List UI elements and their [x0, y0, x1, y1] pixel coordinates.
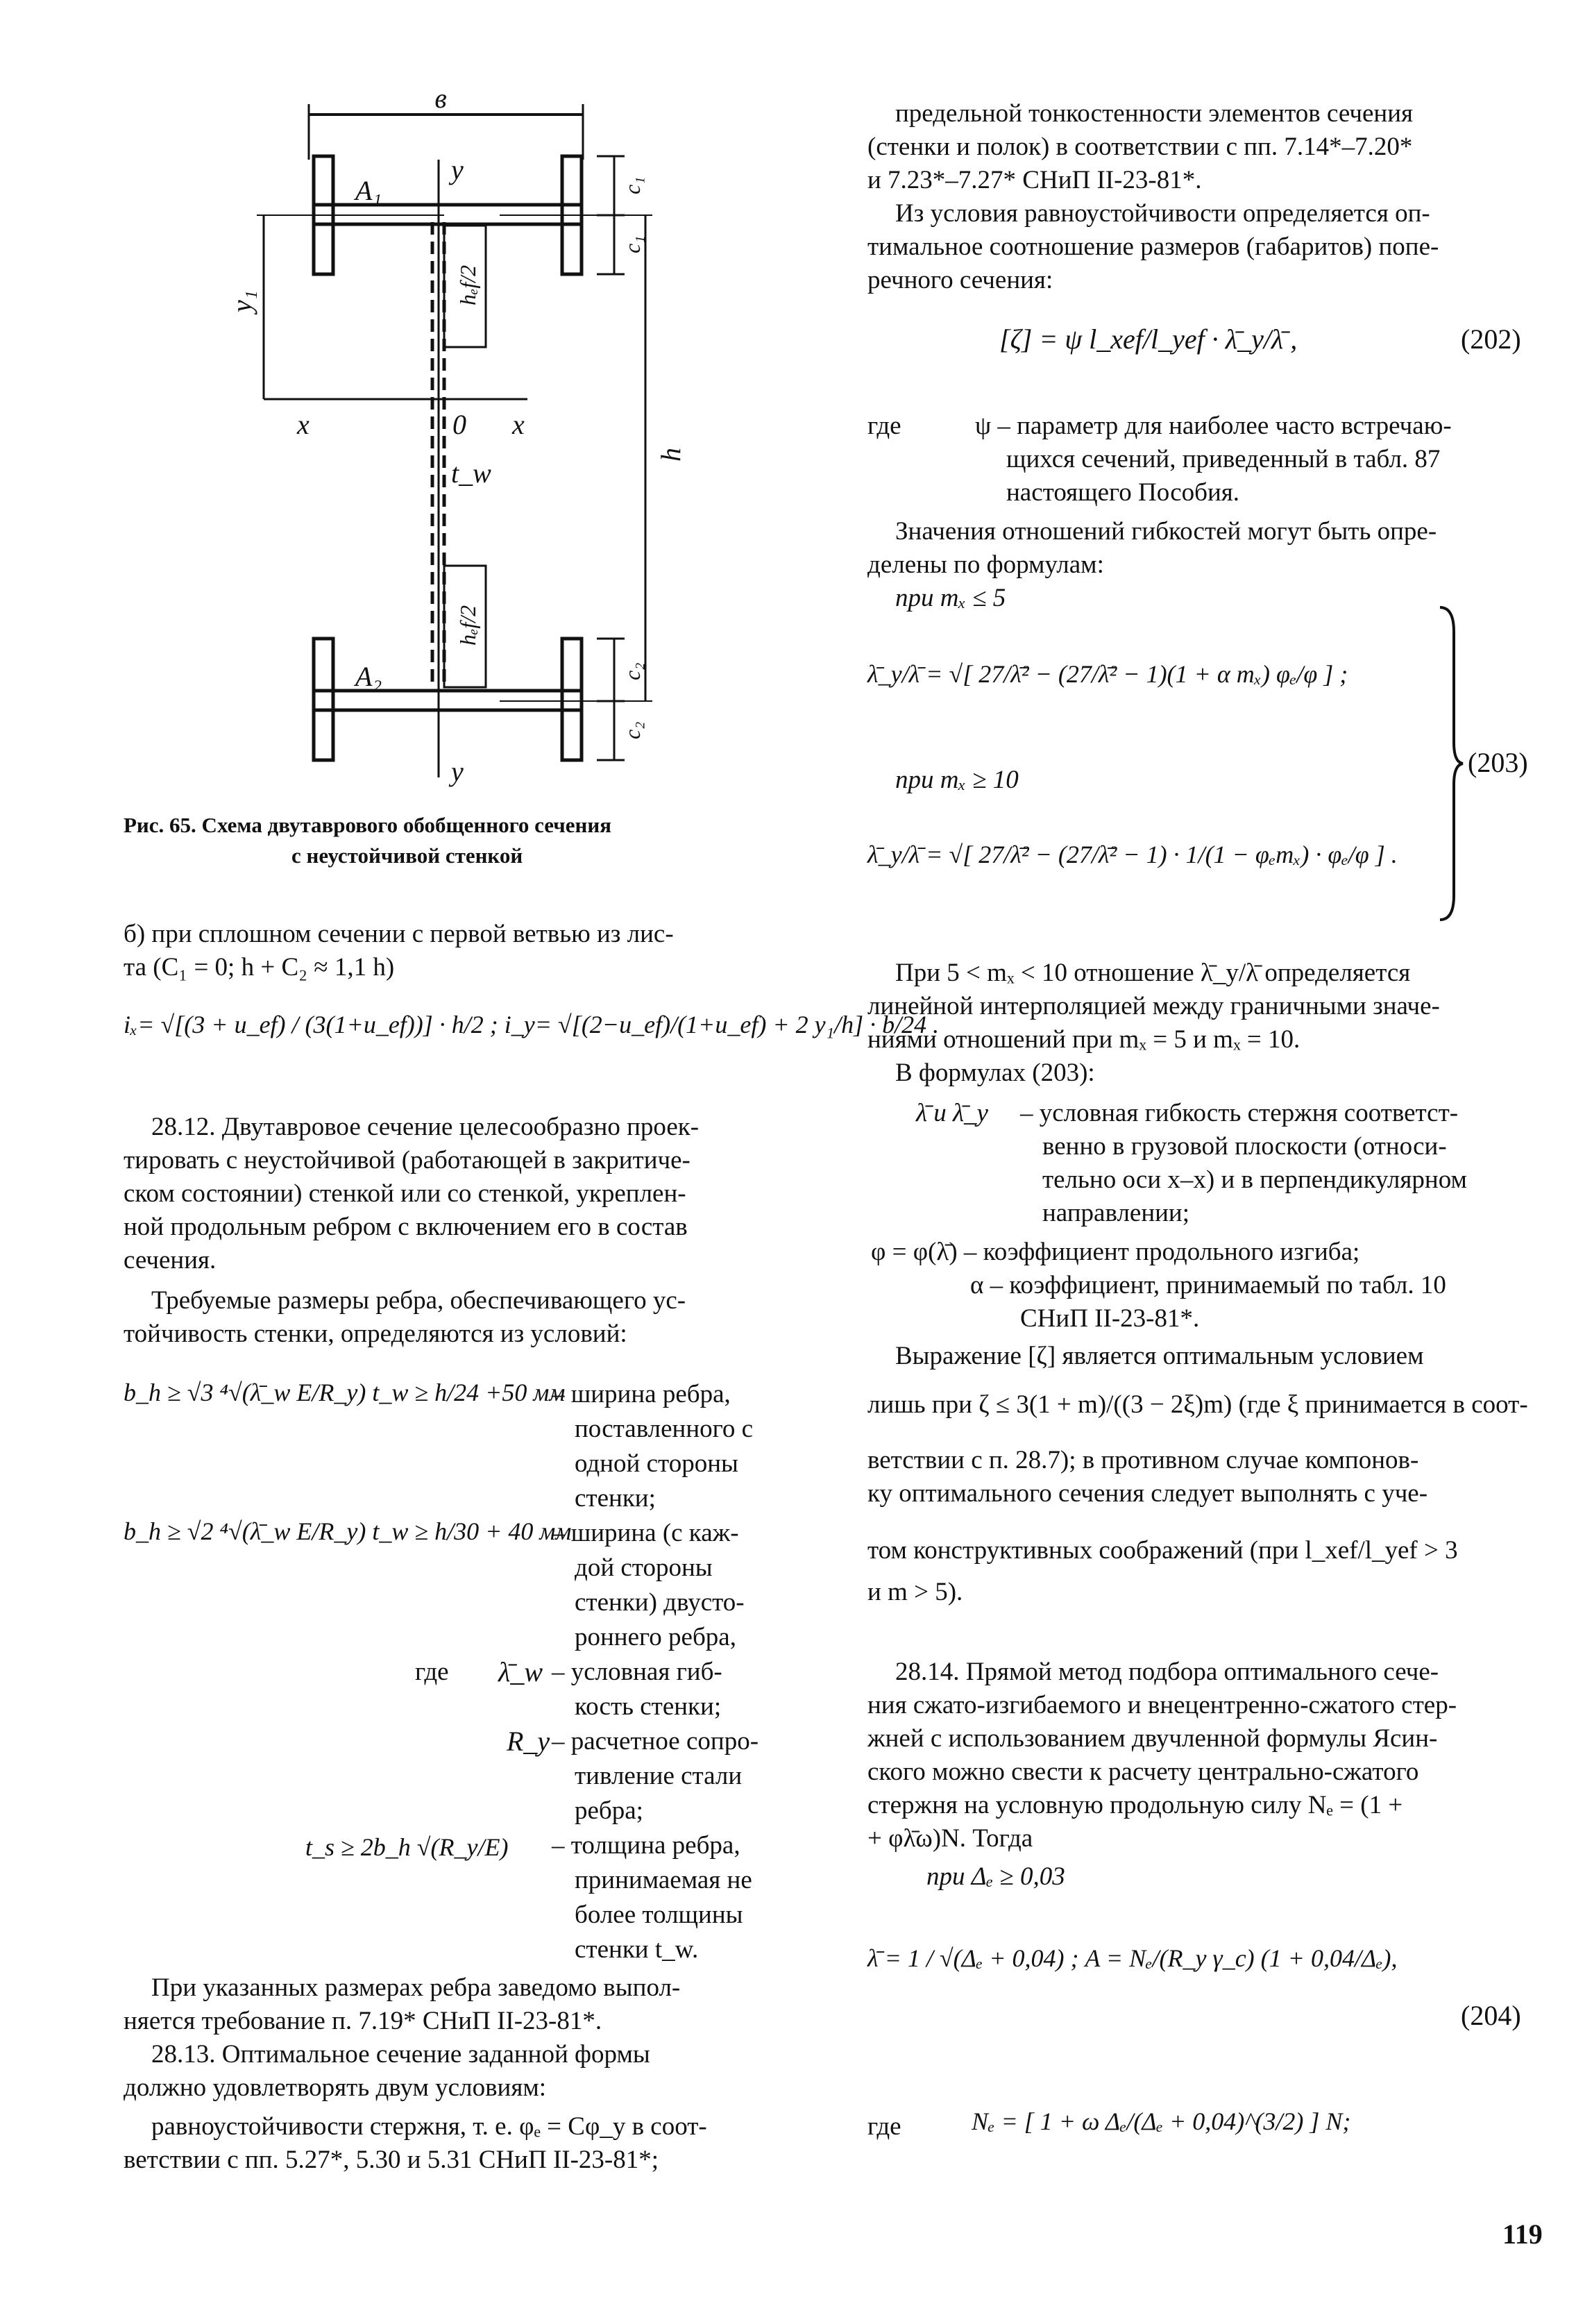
label-h: h — [655, 448, 686, 462]
label-y-top: y — [451, 154, 464, 185]
p2813b-line-1: равноустойчивости стержня, т. е. φₑ = Cφ_y в соот- — [151, 2112, 707, 2141]
lam-line-3: тельно оси x–x) и в перпендикулярном — [1042, 1165, 1467, 1194]
eq-number-202: (202) — [1461, 323, 1521, 355]
in-formulas-203: В формулах (203): — [895, 1059, 1095, 1087]
opt-line-3: речного сечения: — [867, 266, 1053, 294]
b-intro-2: та (C₁ = 0; h + C₂ ≈ 1,1 h) — [124, 953, 395, 982]
label-hef-bot: hₑf/2 — [455, 605, 480, 646]
label-b: в — [434, 83, 447, 114]
label-c2a: c₂ — [620, 662, 645, 680]
label-c1a: c₁ — [620, 176, 645, 194]
label-origin: 0 — [452, 409, 466, 440]
page-number: 119 — [1502, 2218, 1543, 2250]
psi-line-1: ψ – параметр для наиболее часто встречаю- — [975, 412, 1452, 440]
label-y-bottom: y — [451, 756, 464, 787]
ry-desc-3: ребра; — [575, 1796, 643, 1825]
figure-caption-line1: Рис. 65. Схема двутаврового обобщенного сечения — [124, 813, 612, 837]
ry-desc-2: тивление стали — [575, 1762, 743, 1790]
opt-line-1: Из условия равноустойчивости определяется оп- — [895, 199, 1430, 228]
p2814-line-1: 28.14. Прямой метод подбора оптимального сече- — [895, 1658, 1439, 1686]
formula-ix: iₓ= √[(3 + u_ef) / (3(1+u_ef))] · h/2 ; i_y= √[(2−u_ef)/(1+u_ef) + 2 y₁/h] · b/24 . — [124, 1011, 940, 1038]
formula-202: [ζ] = ψ l_xef/l_yef · λ̄_y/λ̄ , — [999, 323, 1298, 355]
lam-line-2: венно в грузовой плоскости (относи- — [1042, 1132, 1447, 1161]
desc-line: – ширина ребра, — [552, 1380, 731, 1408]
cond-mx-ge-10: при mₓ ≥ 10 — [895, 766, 1019, 794]
psi-line-2: щихся сечений, приведенный в табл. 87 — [1006, 445, 1441, 473]
alpha-line-2: СНиП II-23-81*. — [1020, 1304, 1200, 1333]
desc-line: – ширина (с каж- — [552, 1519, 739, 1547]
ry-symbol: R_y — [507, 1726, 550, 1757]
para-line: ной продольным ребром с включением его в состав — [124, 1213, 688, 1241]
interp-line-2: линейной интерполяцией между граничными значе- — [867, 992, 1440, 1020]
p2813-line-1: 28.13. Оптимальное сечение заданной формы — [151, 2040, 650, 2069]
ne-where: где — [867, 2112, 901, 2141]
cond-mx-le-5: при mₓ ≤ 5 — [895, 584, 1006, 612]
para-line: 28.12. Двутавровое сечение целесообразно проек- — [151, 1113, 700, 1141]
label-x-left: x — [297, 409, 310, 440]
desc-line: поставленного с — [575, 1415, 754, 1443]
phi-line: φ = φ(λ̄) – коэффициент продольного изгиба; — [871, 1238, 1360, 1266]
formula-ts: t_s ≥ 2b_h √(R_y/E) — [305, 1833, 509, 1861]
p2814-line-4: ского можно свести к расчету центрально-сжатого — [867, 1758, 1419, 1786]
req-line-2: тойчивость стенки, определяются из условий: — [124, 1320, 627, 1348]
b-intro-1: б) при сплошном сечении с первой ветвью из лис- — [124, 920, 674, 948]
desc-line: стенки) двусто- — [575, 1588, 745, 1617]
formula-ne: Nₑ = [ 1 + ω Δₑ/(Δₑ + 0,04)^(3/2) ] N; — [972, 2107, 1351, 2135]
where-left: где — [415, 1658, 449, 1686]
label-y1: y₁ — [226, 290, 257, 312]
para-line: тировать с неустойчивой (работающей в закритиче- — [124, 1146, 690, 1174]
lambda-symbols: λ̄ и λ̄_y — [916, 1099, 988, 1127]
lw-desc-2: кость стенки; — [575, 1692, 722, 1721]
desc-line: дой стороны — [575, 1553, 713, 1582]
lam-line-1: – условная гибкость стержня соответст- — [1020, 1099, 1459, 1127]
p2814-line-2: ния сжато-изгибаемого и внецентренно-сжатого стер- — [867, 1691, 1457, 1719]
psi-where: где — [867, 412, 901, 440]
constr-line: том конструктивных соображений (при l_xef/l_yef > 3 — [867, 1536, 1458, 1565]
expr-line: Выражение [ζ] является оптимальным условием — [895, 1342, 1424, 1370]
label-hef-top: hₑf/2 — [455, 264, 480, 305]
interp-line-1: При 5 < mₓ < 10 отношение λ̄_y/λ̄ определяется — [895, 959, 1411, 987]
p2814-line-6: + φλ̄ω)N. Тогда — [867, 1824, 1033, 1853]
only-if-line-2: ветствии с п. 28.7); в противном случае компонов- — [867, 1446, 1419, 1474]
label-c2b: c₂ — [620, 721, 645, 739]
req-line-1: Требуемые размеры ребра, обеспечивающего ус- — [151, 1286, 686, 1315]
constr-end: и m > 5). — [867, 1578, 963, 1606]
p2813b-line-2: ветствии с пп. 5.27*, 5.30 и 5.31 СНиП II-23-81*; — [124, 2146, 659, 2174]
label-tw: t_w — [451, 457, 491, 489]
only-if-line-3: ку оптимального сечения следует выполнять с уче- — [867, 1479, 1428, 1508]
opt-line-2: тимальное соотношение размеров (габаритов) попе- — [867, 233, 1439, 261]
desc-line: стенки; — [575, 1484, 656, 1513]
p2814-line-5: стержня на условную продольную силу Nₑ = (1 + — [867, 1791, 1403, 1819]
lam-line-4: направлении; — [1042, 1199, 1190, 1227]
formula-bh-1: b_h ≥ √3 ⁴√(λ̄_w E/R_y) t_w ≥ h/24 +50 мм — [124, 1379, 566, 1406]
eq-number-203: (203) — [1468, 747, 1528, 778]
ts-desc-1: – толщина ребра, — [552, 1831, 740, 1860]
ry-desc-1: – расчетное сопро- — [552, 1727, 759, 1755]
right-top-2: (стенки и полок) в соответствии с пп. 7.14*–7.20* — [867, 133, 1413, 161]
para-line: сечения. — [124, 1246, 217, 1274]
label-x-right: x — [512, 409, 525, 440]
desc-line: роннего ребра, — [575, 1623, 736, 1651]
formula-203b: λ̄_y/λ̄ = √[ 27/λ̄² − (27/λ̄² − 1) · 1/(1 − φₑmₓ) · φₑ/φ ] . — [867, 841, 1398, 868]
p2813-line-2: должно удовлетворять двум условиям: — [124, 2073, 547, 2102]
ts-desc-4: стенки t_w. — [575, 1935, 699, 1964]
flex-line-2: делены по формулам: — [867, 550, 1104, 579]
label-a2: A₂ — [355, 661, 382, 692]
para-line: ском состоянии) стенкой или со стенкой, укреплен- — [124, 1179, 686, 1208]
after-line-1: При указанных размерах ребра заведомо выпол- — [151, 1973, 681, 2002]
interp-line-3: ниями отношений при mₓ = 5 и mₓ = 10. — [867, 1025, 1300, 1054]
lw-desc-1: – условная гиб- — [552, 1658, 722, 1686]
label-c1b: c₁ — [620, 235, 645, 253]
eq-number-204: (204) — [1461, 2000, 1521, 2031]
p2814-line-3: жней с использованием двучленной формулы Ясин- — [867, 1724, 1438, 1753]
cond-delta: при Δₑ ≥ 0,03 — [926, 1862, 1065, 1891]
ts-desc-2: принимаемая не — [575, 1866, 752, 1894]
right-top-3: и 7.23*–7.27* СНиП II-23-81*. — [867, 166, 1202, 194]
flex-line-1: Значения отношений гибкостей могут быть опре- — [895, 517, 1437, 546]
lw-symbol: λ̄_w — [498, 1656, 543, 1687]
formula-203a: λ̄_y/λ̄ = √[ 27/λ̄² − (27/λ̄² − 1)(1 + α mₓ) φₑ/φ ] ; — [867, 660, 1348, 688]
after-line-2: няется требование п. 7.19* СНиП II-23-81*. — [124, 2007, 602, 2035]
formula-204: λ̄ = 1 / √(Δₑ + 0,04) ; A = Nₑ/(R_y γ_c) (1 + 0,04/Δₑ), — [867, 1944, 1398, 1972]
brace-203 — [1437, 604, 1464, 923]
ts-desc-3: более толщины — [575, 1901, 743, 1929]
psi-line-3: настоящего Пособия. — [1006, 478, 1240, 507]
only-if-line: лишь при ζ ≤ 3(1 + m)/((3 − 2ξ)m) (где ξ принимается в соот- — [867, 1390, 1528, 1419]
alpha-line-1: α – коэффициент, принимаемый по табл. 10 — [970, 1271, 1446, 1299]
i-beam-figure — [226, 83, 805, 787]
label-a1: A₁ — [355, 175, 382, 206]
figure-caption-line2: с неустойчивой стенкой — [291, 843, 523, 868]
formula-bh-2: b_h ≥ √2 ⁴√(λ̄_w E/R_y) t_w ≥ h/30 + 40 мм — [124, 1517, 572, 1545]
right-top-1: предельной тонкостенности элементов сечения — [895, 99, 1414, 128]
desc-line: одной стороны — [575, 1449, 738, 1478]
